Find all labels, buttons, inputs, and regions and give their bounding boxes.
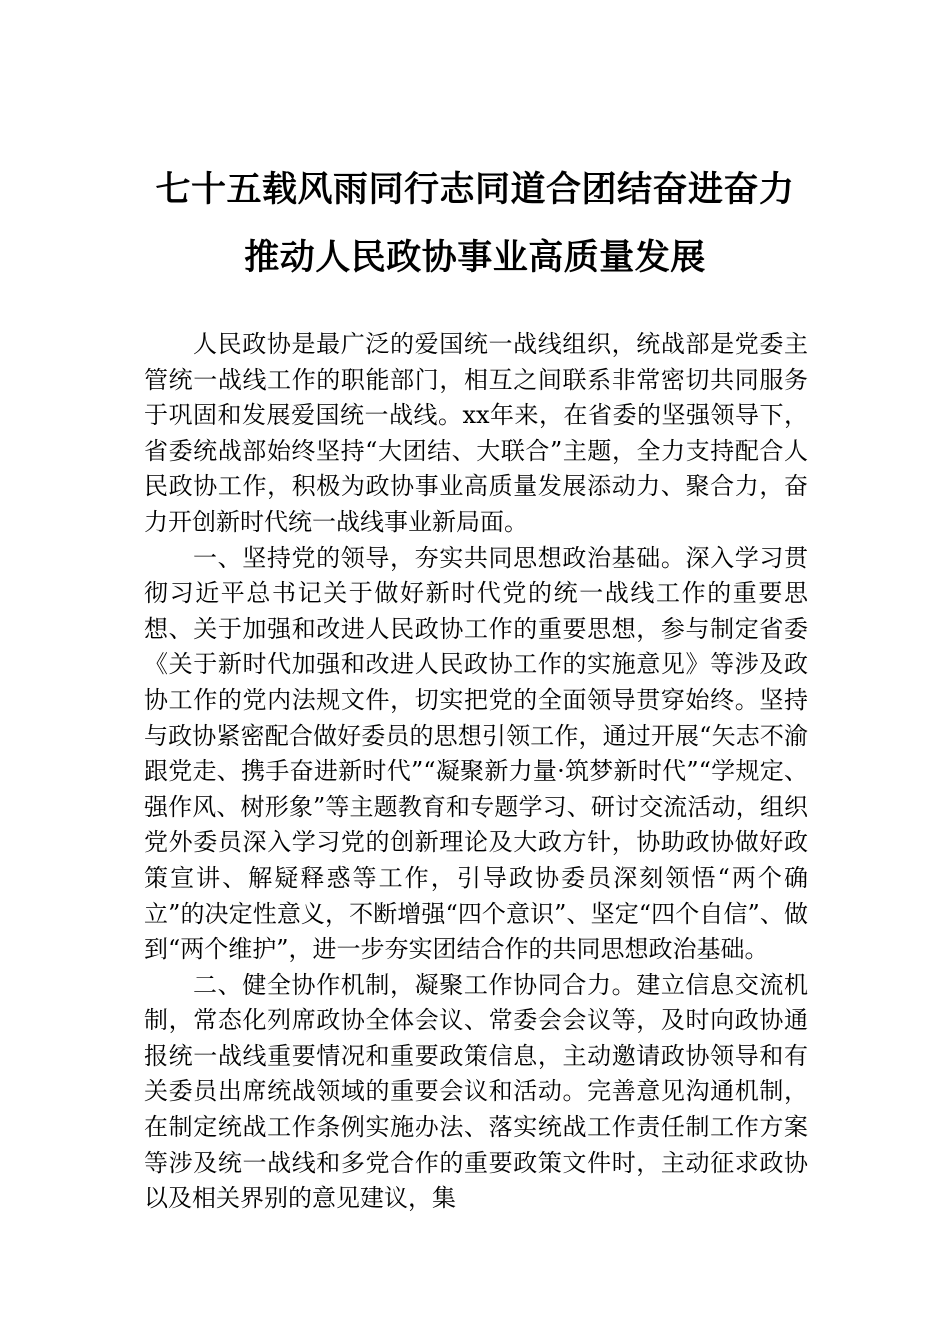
document-body [144, 327, 808, 1217]
document-title-line-2: 推动人民政协事业高质量发展 [244, 238, 706, 278]
paragraph-intro: 人民政协是最广泛的爱国统一战线组织，统战部是党委主管统一战线工作的职能部门，相互之间联系非常密切共同服务于巩固和发展爱国统一战线。xx年来，在省委的坚强领导下，省委统战部始终坚持“大团结、大联合”主题，全力支持配合人民政协工作，积极为政协事业高质量发展添动力、聚合力，奋力开创新时代统一战线事业新局面。 [144, 330, 808, 536]
paragraph-section-1: 一、坚持党的领导，夯实共同思想政治基础。深入学习贯彻习近平总书记关于做好新时代党的统一战线工作的重要思想、关于加强和改进人民政协工作的重要思想，参与制定省委《关于新时代加强和改进人民政协工作的实施意见》等涉及政协工作的党内法规文件，切实把党的全面领导贯穿始终。坚持与政协紧密配合做好委员的思想引领工作，通过开展“矢志不渝跟党走、携手奋进新时代”“凝聚新力量·筑梦新时代”“学规定、强作风、树形象”等主题教育和专题学习、研讨交流活动，组织党外委员深入学习党的创新理论及大政方针，协助政协做好政策宣讲、解疑释惑等工作，引导政协委员深刻领悟“两个确立”的决定性意义，不断增强“四个意识”、坚定“四个自信”、做到“两个维护”，进一步夯实团结合作的共同思想政治基础。 [144, 543, 808, 964]
paragraph-section-2: 二、健全协作机制，凝聚工作协同合力。建立信息交流机制，常态化列席政协全体会议、常委会会议等，及时向政协通报统一战线重要情况和重要政策信息，主动邀请政协领导和有关委员出席统战领域的重要会议和活动。完善意见沟通机制，在制定统战工作条例实施办法、落实统战工作责任制工作方案等涉及统一战线和多党合作的重要政策文件时，主动征求政协以及相关界别的意见建议，集 [144, 970, 808, 1213]
document-title-line-1: 七十五载风雨同行志同道合团结奋进奋力 [155, 170, 795, 210]
